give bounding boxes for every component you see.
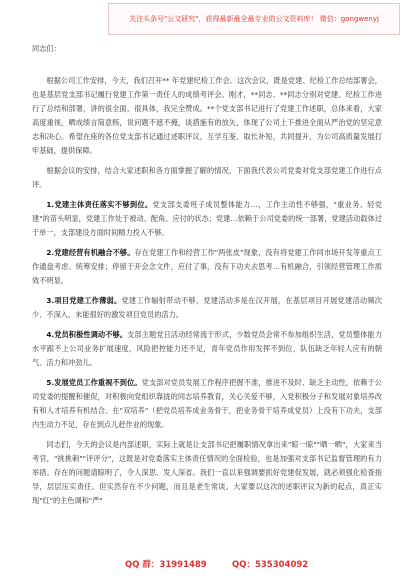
point-heading: 1.党建主体责任落实不够到位。: [46, 200, 153, 209]
paragraph-lead: 根据会议的安排，结合大家述职和各方面掌握了解的情况，下面我代表公司党委对党支部党建工作进行点评。: [32, 166, 382, 189]
paragraph-point-5: [32, 376, 382, 432]
paragraph-point-2: [32, 246, 382, 288]
point-heading: 2.党建经营有机融合不够。: [46, 248, 135, 257]
greeting: 同志们：: [32, 44, 61, 53]
point-text: 党建工作辐射带动不够，党建活动多是在汉开展，在基层项目开展党建活动频次少、不深入，未能很好的激发项目党员的活力。: [32, 296, 382, 319]
document-body: [32, 42, 382, 514]
header-banner: 关注头条号"公文研究"，获得最新最全最专业的公文资料库！ 微信：gongwenyj: [108, 3, 400, 35]
point-heading: 4.党员积极性调动不够。: [46, 330, 128, 339]
paragraph-point-4: [32, 328, 382, 370]
point-text: 党支部支委班子成员整体能力…，工作主动性不够强，"重业务、轻党建"的苗头明显，党建工作处于被动、配角、应付的状态；党建…依赖于公司党委的统一部署，党建活动载体过于单一，支部建设方面时间精力投入不够。: [32, 200, 383, 237]
paragraph-intro: 根据公司工作安排，今天，我们召开** 年党建纪检工作会。这次会议，既是党建、纪检工作总结部署会，也是基层党支部书记履行党建工作第一责任人的成绩考评会。刚才，**同志、**同志分别对党建、纪检工作进行了总结和部署，讲的很全面，很具体，我完全赞成。**个党支部书记进行了党建工作述职，总体来看，大家高度重视，晒成绩言简意赅，说问题不遮不掩，谈措施有的放矢，体现了公司上下推进全面从严治党的坚定意志和决心。希望在座的各位党支部书记通过述职评议，互学互鉴、取长补短，共同提升，为公司高质量发展打牢基础，提供保障。: [32, 76, 382, 155]
paragraph-point-1: [32, 198, 382, 240]
point-text: 支部主题党日活动经常流于形式，少数党员会常不参加组织生活，党员整体能力水平跟不上公司业务扩展速度，风险把控能力还不足，青年党员作用发挥不到位，队伍缺乏年轻人应有的朝气、活力和冲劲儿。: [32, 330, 383, 367]
point-heading: 3.项目党建工作薄弱。: [46, 296, 122, 305]
footer: [0, 555, 408, 575]
point-text: 存在党建工作和经营工作"两张皮"现象，没有将党建工作同市场开发等重点工作通盘考虑、统筹安排；停留于开会念文件，应付了事，没有下功夫去思考…有机融合，引领经营管理工作质效不明显。: [32, 248, 382, 285]
paragraph-point-3: [32, 294, 382, 322]
point-text: 党支部对党员发展工作程序把握不准，推进不及时、缺乏主动性，依赖于公司党委的提醒和催促，对积极向党组织靠拢的同志培养教育，关心关爱不够，入党积极分子和发展对象培养改有和人才培养有机结合。在"双培养"（把党员培养成业务骨干，把业务骨干培养成党员）上没有下功夫，支部内生动力不足，存在到点儿赶作业的现象。: [32, 378, 382, 429]
footer-qq-group: QQ 群：31991489: [125, 560, 207, 570]
footer-qq-number: QQ：535304092: [232, 560, 309, 570]
point-heading: 5.发展党员工作重视不到位。: [46, 378, 142, 387]
paragraph-closing: 同志们，今天的会议是内部述职，实际上就是让支部书记把履职情况拿出来"晾一晾""晒一晒"，大家来当考官，"挑挑刺""评评分"，这既是对党委落实主体责任情况的全面检验，也是加强对支部书记监督管理的有力举措。存在的问题请晾明了，令人深思、发人深省。我们一直以来强调要抓好党建促发展，就必须强化检查指导，层层压实责任。但实然存在不少问题，而且是老生常谈。大家要以这次的述职评议为新的起点，真正实现"红"的主色调和"严": [32, 440, 382, 505]
